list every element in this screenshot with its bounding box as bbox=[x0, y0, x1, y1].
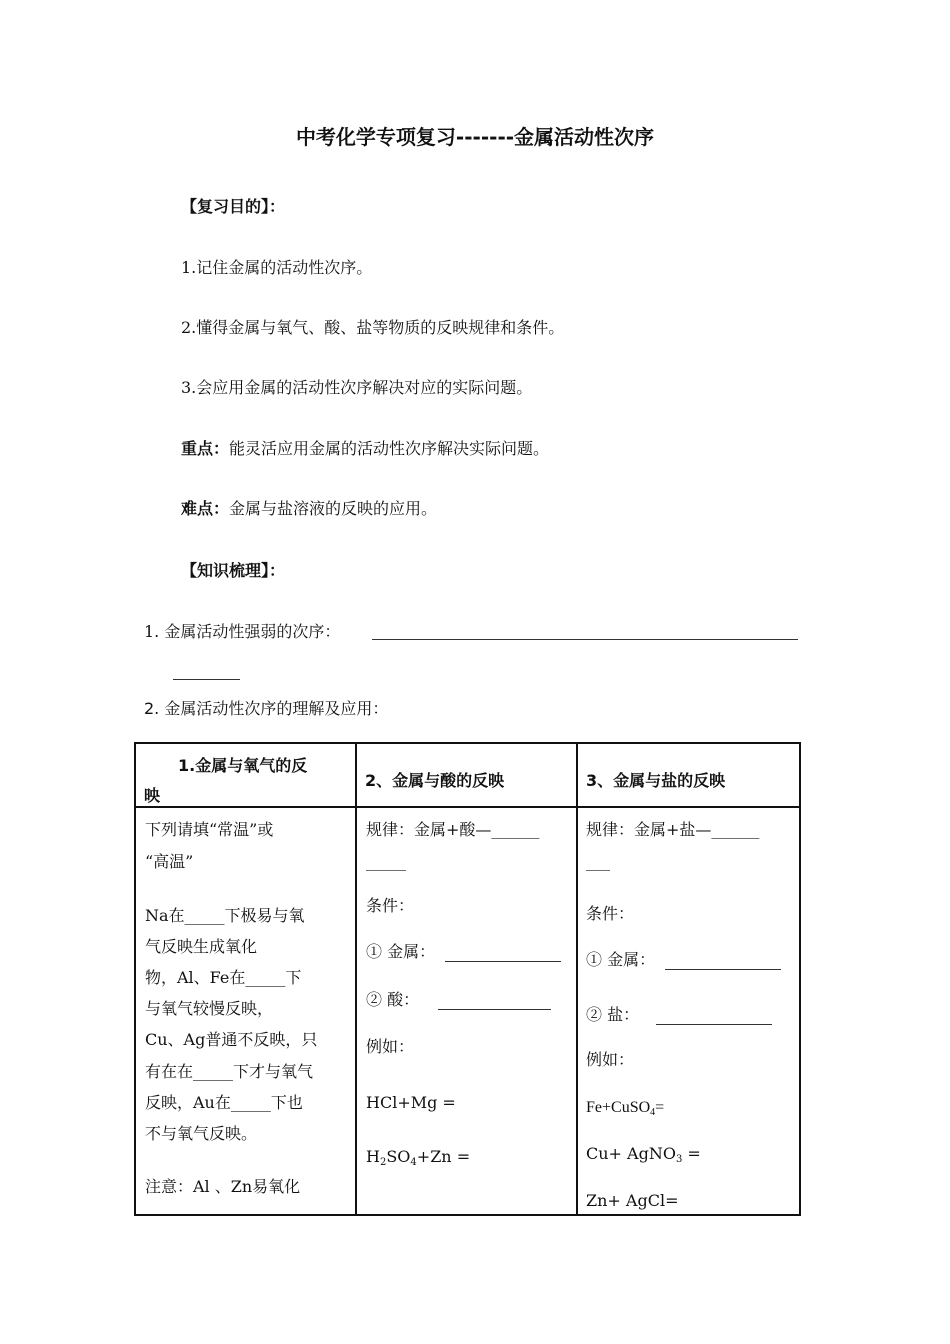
acid-acid-condition: ② 酸： bbox=[366, 990, 420, 1009]
acid-rule-cont: _____ bbox=[366, 852, 406, 871]
acid-rule: 规律：金属+酸—______ bbox=[366, 820, 540, 839]
oxygen-line-5: 物，Al、Fe在_____下 bbox=[145, 968, 302, 987]
objectives-heading: 【复习目的】： bbox=[181, 197, 286, 216]
acid-example-label: 例如： bbox=[366, 1037, 415, 1056]
acid-acid-blank bbox=[438, 1009, 551, 1010]
header-acid-text: 2、金属与酸的反映 bbox=[365, 771, 505, 790]
header-acid bbox=[356, 743, 577, 807]
page-title: 中考化学专项复习-------金属活动性次序 bbox=[295, 125, 655, 149]
salt-equation-3: Zn+ AgCl= bbox=[586, 1191, 679, 1210]
oxygen-line-11: 注意：Al 、Zn易氧化 bbox=[145, 1177, 301, 1196]
answer-blank-line-cont bbox=[173, 679, 240, 680]
objective-item-3: 3.会应用金属的活动性次序解决对应的实际问题。 bbox=[181, 378, 533, 397]
acid-equation-2: $H_2SO_4+Zn$ = bbox=[366, 1147, 471, 1168]
difficulty-label: 难点： bbox=[181, 499, 230, 518]
cell-acid bbox=[356, 807, 577, 1215]
oxygen-line-2: “高温” bbox=[145, 852, 194, 871]
oxygen-line-10: 不与氧气反映。 bbox=[145, 1124, 258, 1143]
acid-metal-blank bbox=[445, 961, 561, 962]
difficulty-text: 金属与盐溶液的反映的应用。 bbox=[229, 499, 438, 518]
key-point-label: 重点： bbox=[181, 439, 230, 458]
salt-example-label: 例如： bbox=[586, 1050, 635, 1069]
header-salt-text: 3、金属与盐的反映 bbox=[586, 771, 726, 790]
oxygen-line-1: 下列请填“常温”或 bbox=[145, 820, 274, 839]
oxygen-line-4: 气反映生成氧化 bbox=[145, 937, 258, 956]
salt-rule: 规律：金属+盐—______ bbox=[586, 820, 760, 839]
header-oxygen bbox=[135, 743, 356, 807]
salt-metal-blank bbox=[665, 969, 781, 970]
salt-salt-blank bbox=[656, 1024, 772, 1025]
header-oxygen-line1: 1.金属与氧气的反 bbox=[178, 756, 308, 775]
header-oxygen-line2: 映 bbox=[144, 786, 161, 805]
oxygen-line-8: 有在在_____下才与氧气 bbox=[145, 1062, 314, 1081]
acid-metal-condition: ① 金属： bbox=[366, 942, 436, 961]
header-salt bbox=[577, 743, 800, 807]
key-point bbox=[181, 439, 549, 459]
oxygen-line-9: 反映，Au在_____下也 bbox=[145, 1093, 303, 1112]
objective-item-1: 1.记住金属的活动性次序。 bbox=[181, 258, 373, 277]
salt-metal-condition: ① 金属： bbox=[586, 950, 656, 969]
difficulty bbox=[181, 499, 437, 519]
acid-equation-1: HCl+Mg = bbox=[366, 1093, 456, 1112]
oxygen-line-3: Na在_____下极易与氧 bbox=[145, 906, 305, 925]
knowledge-q2: 2. 金属活动性次序的理解及应用： bbox=[144, 699, 389, 718]
salt-salt-condition: ② 盐： bbox=[586, 1005, 640, 1024]
salt-rule-cont: ___ bbox=[586, 852, 610, 871]
salt-condition: 条件： bbox=[586, 904, 635, 923]
oxygen-line-6: 与氧气较慢反映， bbox=[145, 999, 274, 1018]
salt-equation-2: Cu+ AgNO$_3$ = bbox=[586, 1144, 701, 1165]
key-point-text: 能灵活应用金属的活动性次序解决实际问题。 bbox=[229, 439, 550, 458]
knowledge-q1: 1. 金属活动性强弱的次序： bbox=[144, 622, 341, 641]
salt-equation-1: Fe+CuSO$_4$= bbox=[586, 1099, 665, 1118]
cell-salt bbox=[577, 807, 800, 1215]
knowledge-heading: 【知识梳理】： bbox=[181, 561, 286, 580]
oxygen-line-7: Cu、Ag普通不反映，只 bbox=[145, 1030, 318, 1049]
reaction-table bbox=[134, 742, 801, 1216]
answer-blank-line bbox=[372, 639, 798, 640]
acid-condition: 条件： bbox=[366, 896, 415, 915]
objective-item-2: 2.懂得金属与氧气、酸、盐等物质的反映规律和条件。 bbox=[181, 318, 565, 337]
cell-oxygen bbox=[135, 807, 356, 1215]
